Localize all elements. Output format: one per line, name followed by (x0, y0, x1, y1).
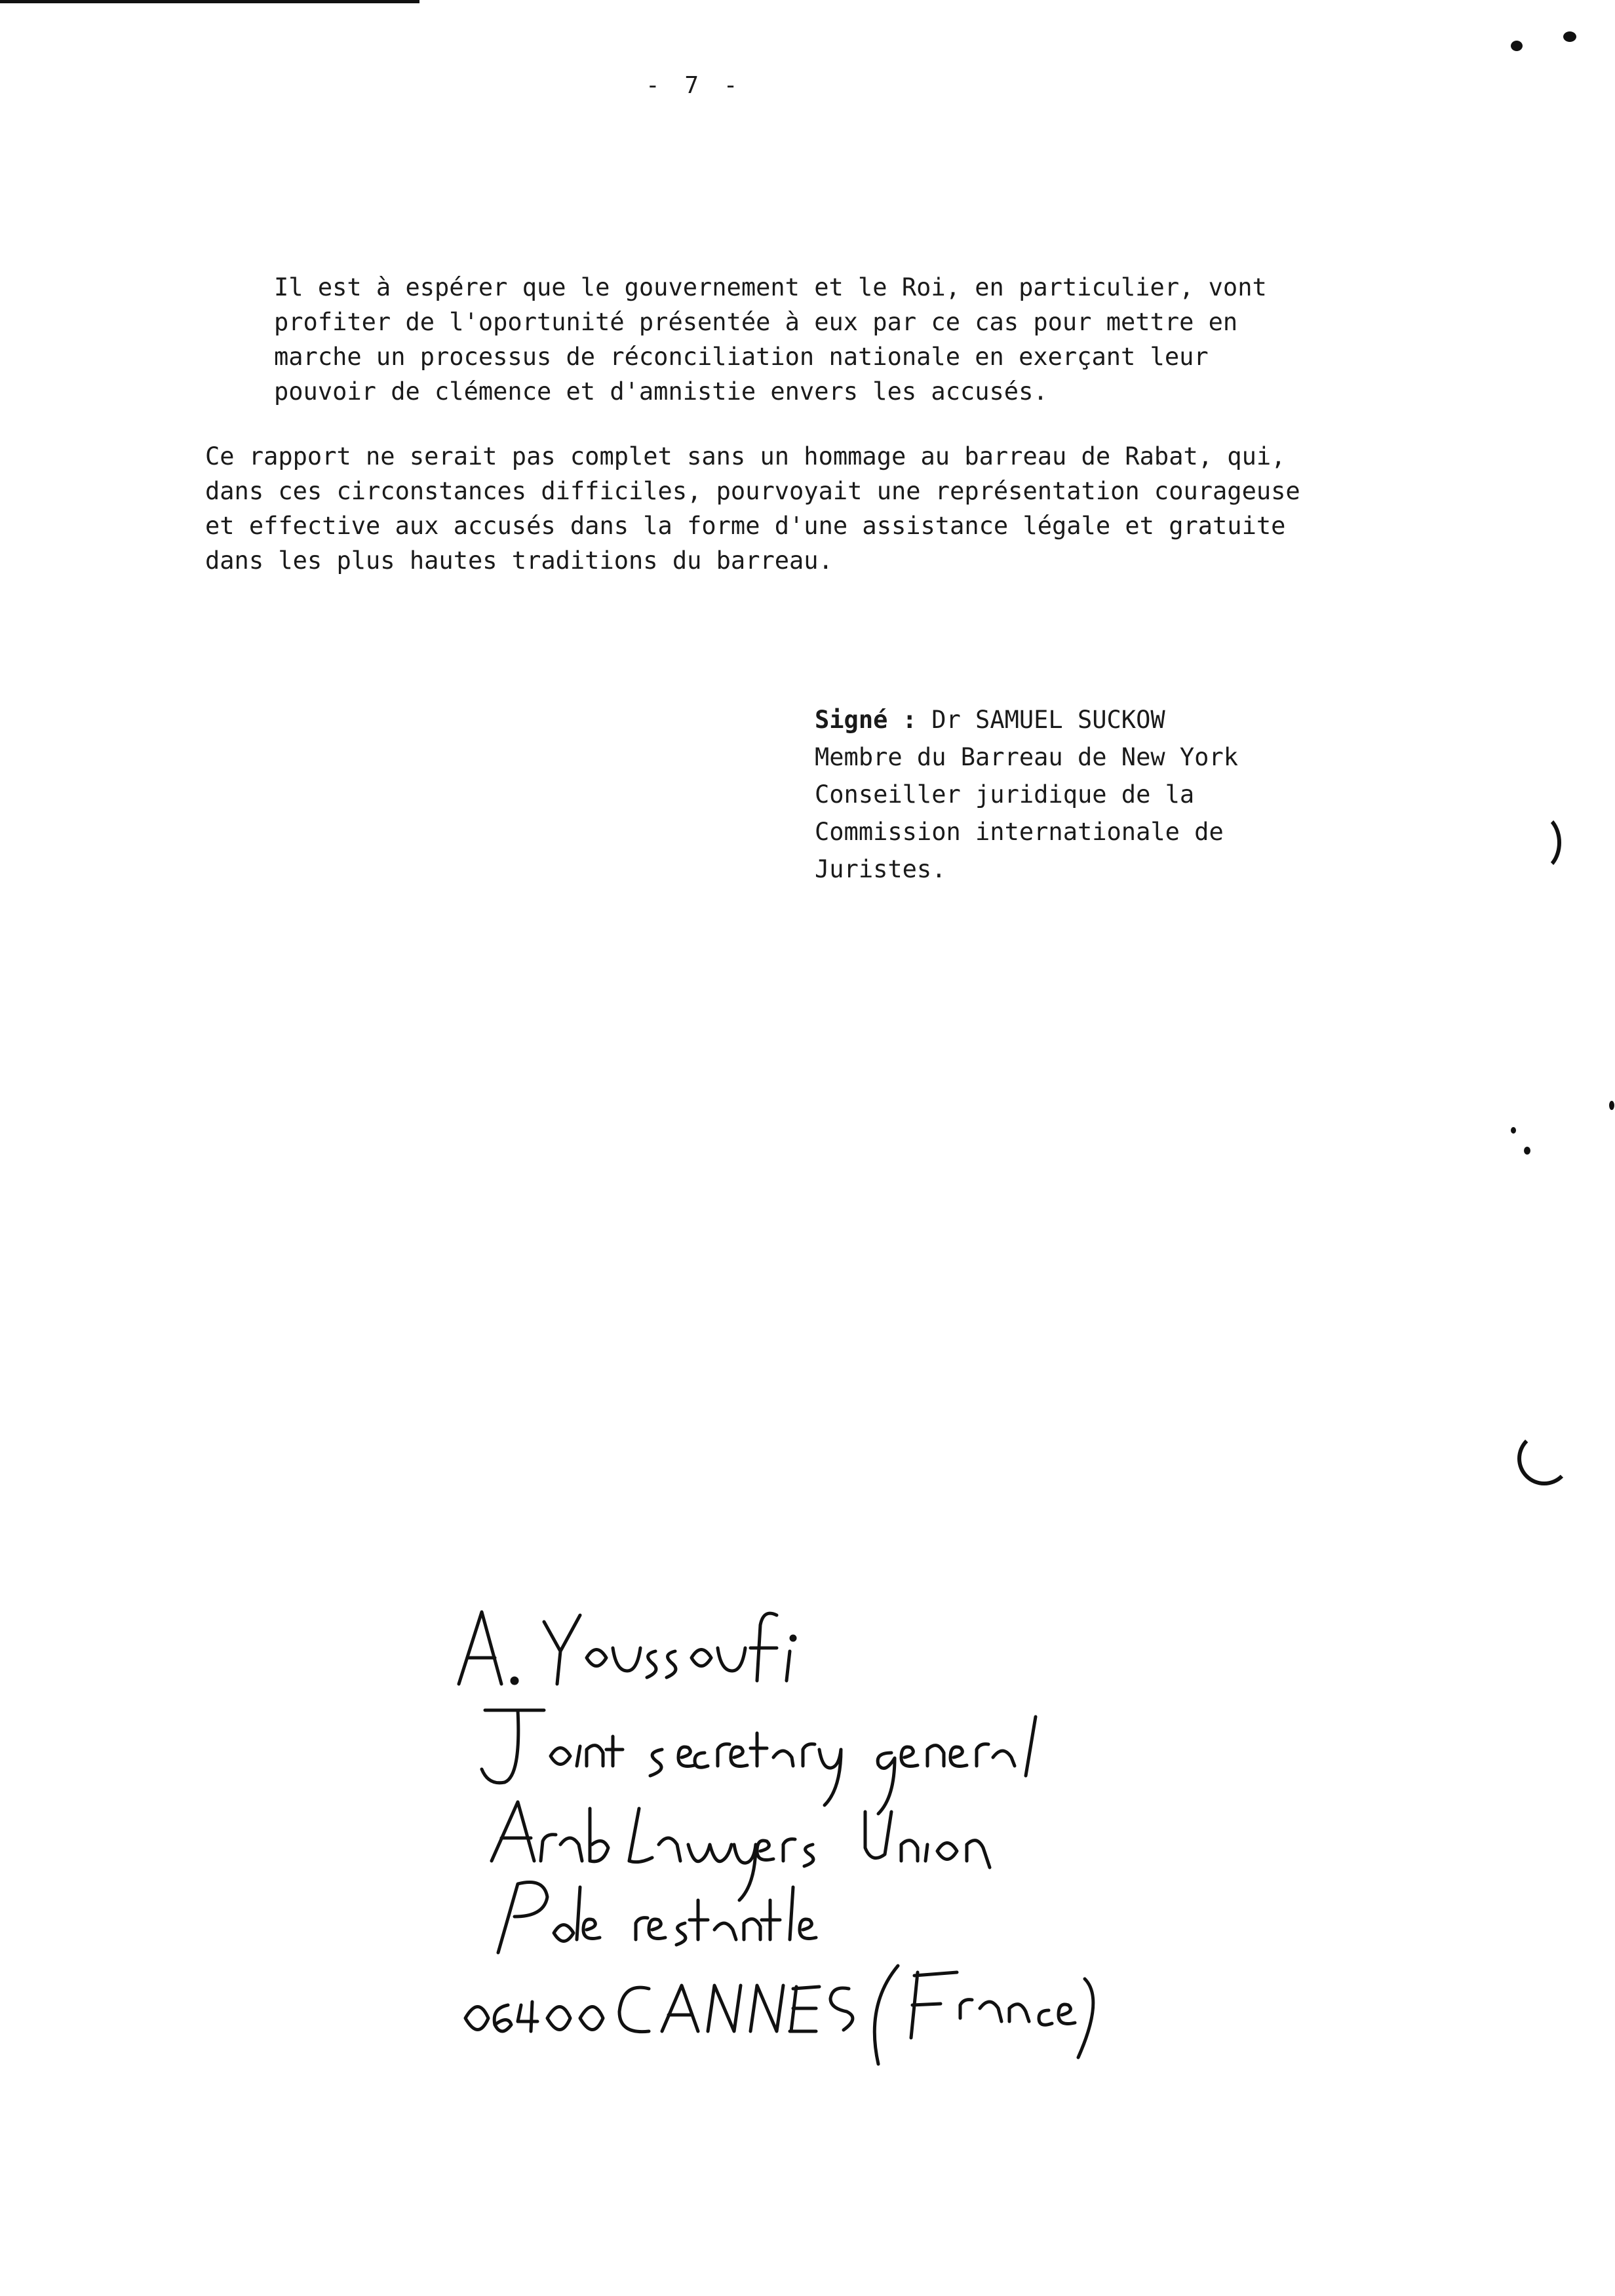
paragraph-2-line-1: Ce rapport ne serait pas complet sans un hommage au barreau de Rabat, qui, (205, 442, 1286, 470)
signed-label: Signé : (815, 706, 917, 734)
signature-line-1: Membre du Barreau de New York (815, 743, 1239, 771)
paragraph-2 (205, 439, 1300, 578)
signature-line-2: Conseiller juridique de la (815, 780, 1195, 809)
signature-line-3: Commission internationale de (815, 818, 1224, 846)
page-number: - 7 - (646, 72, 743, 99)
scan-speck (1511, 1127, 1516, 1134)
margin-arc-mark (1514, 813, 1561, 873)
scan-speck (1524, 1147, 1530, 1155)
scan-speck (1511, 41, 1523, 51)
paragraph-2-line-2: dans ces circonstances difficiles, pourvoyait une représentation courageuse (205, 477, 1300, 505)
signature-name-line (815, 701, 1238, 738)
paragraph-1-line-1: Il est à espérer que le gouvernement et le Roi, en particulier, vont (274, 273, 1267, 301)
paragraph-1-line-4: pouvoir de clémence et d'amnistie envers les accusés. (274, 377, 1048, 406)
signature-line-4: Juristes. (815, 855, 946, 883)
scan-speck (1563, 31, 1576, 42)
paragraph-1-line-3: marche un processus de réconciliation nationale en exerçant leur (274, 343, 1209, 371)
paragraph-1 (274, 270, 1267, 409)
margin-arc-mark (1517, 1432, 1571, 1485)
top-edge-rule (0, 0, 419, 3)
paragraph-2-line-3: et effective aux accusés dans la forme d'une assistance légale et gratuite (205, 512, 1286, 540)
scan-speck (1609, 1101, 1614, 1110)
paragraph-2-line-4: dans les plus hautes traditions du barreau. (205, 546, 833, 575)
signature-block (815, 701, 1238, 888)
handwritten-address-note (446, 1586, 1311, 2071)
paragraph-1-line-2: profiter de l'oportunité présentée à eux par ce cas pour mettre en (274, 308, 1238, 336)
signatory-name: Dr SAMUEL SUCKOW (931, 706, 1165, 734)
